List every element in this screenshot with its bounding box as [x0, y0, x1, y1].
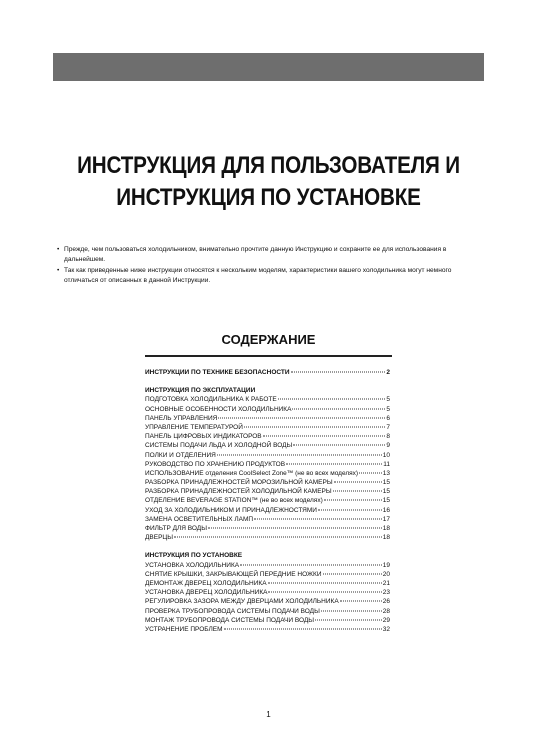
toc-entry-page: 23	[382, 589, 390, 597]
intro-notes	[57, 245, 477, 287]
toc-entry-page: 18	[382, 525, 390, 532]
toc-entry-title: УСТАНОВКА ХОЛОДИЛЬНИКА	[145, 561, 240, 569]
note-item	[57, 245, 477, 264]
toc-entry-title: УПРАВЛЕНИЕ ТЕМПЕРАТУРОЙ	[145, 423, 243, 431]
title-line-2: ИНСТРУКЦИЯ ПО УСТАНОВКЕ	[116, 184, 421, 211]
toc-entry-title: ПАНЕЛЬ УПРАВЛЕНИЯ	[145, 414, 218, 422]
toc-entry-page: 8	[386, 433, 390, 441]
toc-entry[interactable]	[145, 405, 390, 414]
toc-entry[interactable]	[145, 395, 390, 404]
toc-entry-title: ОСНОВНЫЕ ОСОБЕННОСТИ ХОЛОДИЛЬНИКА	[145, 405, 292, 413]
note-text: Так как приведенные ниже инструкции относятся к нескольким моделям, характеристики вашего холодильника могут немного отличаться от описанных в данной Инструкции.	[64, 267, 452, 284]
toc-entry[interactable]	[145, 607, 390, 616]
note-item	[57, 266, 477, 285]
toc-entry-title: ОТДЕЛЕНИЕ BEVERAGE STATION™ (не во всех моделях)	[145, 497, 323, 505]
toc-entry[interactable]	[145, 432, 390, 441]
toc-entry[interactable]	[145, 423, 390, 432]
toc-entry-page: 29	[382, 616, 390, 624]
toc-leader-dots	[334, 482, 382, 483]
toc-entry-page: 26	[382, 598, 390, 606]
toc-leader-dots	[268, 592, 381, 593]
toc-leader-dots	[278, 399, 386, 400]
toc-leader-dots	[340, 601, 382, 602]
toc-entry-page: 28	[382, 607, 390, 615]
toc-leader-dots	[244, 426, 385, 427]
toc-entry-page: 16	[382, 506, 390, 514]
toc-entry[interactable]	[145, 460, 390, 469]
toc-entry[interactable]	[145, 524, 390, 533]
toc-entry-title: ФИЛЬТР ДЛЯ ВОДЫ	[145, 525, 207, 532]
toc-entry-title: ДЕМОНТАЖ ДВЕРЕЦ ХОЛОДИЛЬНИКА	[145, 579, 267, 587]
note-text: Прежде, чем пользоваться холодильником, внимательно прочтите данную Инструкцию и сохраните ее для использования в дальнейшем.	[64, 246, 447, 263]
toc-entry[interactable]	[145, 579, 390, 588]
page-number: 1	[266, 710, 271, 719]
toc-entry[interactable]	[145, 478, 390, 487]
toc-section-installation: ИНСТРУКЦИЯ ПО УСТАНОВКЕ	[145, 552, 243, 560]
header-bar	[53, 53, 484, 81]
toc-operation-list	[145, 395, 390, 542]
toc-entry-title: РУКОВОДСТВО ПО ХРАНЕНИЮ ПРОДУКТОВ	[145, 460, 286, 468]
toc-entry-title: ИСПОЛЬЗОВАНИЕ отделения CoolSelect Zone™ (не во всех моделях)	[145, 469, 359, 477]
toc-leader-dots	[293, 445, 385, 446]
toc-entry-page: 21	[382, 579, 390, 587]
toc-entry-title: РЕГУЛИРОВКА ЗАЗОРА МЕЖДУ ДВЕРЦАМИ ХОЛОДИЛЬНИКА	[145, 598, 339, 606]
toc-leader-dots	[240, 564, 382, 565]
toc-leader-dots	[318, 509, 382, 510]
toc-entry-page: 7	[386, 423, 390, 431]
toc-entry-title: СНЯТИЕ КРЫШКИ, ЗАКРЫВАЮЩЕЙ ПЕРЕДНИЕ НОЖКИ	[145, 570, 322, 578]
toc-entry[interactable]	[145, 487, 390, 496]
toc-leader-dots	[323, 573, 382, 574]
toc-entry-page: 17	[382, 515, 390, 523]
toc-entry[interactable]	[145, 469, 390, 478]
toc-leader-dots	[268, 582, 382, 583]
bullet-icon: •	[57, 246, 60, 253]
toc-entry-safety[interactable]	[145, 368, 390, 377]
bullet-icon: •	[57, 267, 60, 274]
toc-entry-page: 11	[383, 460, 390, 468]
toc-leader-dots	[208, 528, 382, 529]
toc-leader-dots	[333, 491, 382, 492]
toc-entry[interactable]	[145, 616, 390, 625]
toc-entry[interactable]	[145, 533, 390, 542]
toc-entry-page: 18	[382, 534, 390, 542]
toc-entry-page: 13	[382, 469, 390, 477]
title-line-1: ИНСТРУКЦИЯ ДЛЯ ПОЛЬЗОВАТЕЛЯ И	[77, 152, 460, 179]
toc-entry[interactable]	[145, 570, 390, 579]
toc-entry-title: ИНСТРУКЦИИ ПО ТЕХНИКЕ БЕЗОПАСНОСТИ	[145, 369, 290, 376]
toc-entry[interactable]	[145, 597, 390, 606]
toc-entry-page: 5	[386, 405, 390, 413]
toc-entry-title: УХОД ЗА ХОЛОДИЛЬНИКОМ И ПРИНАДЛЕЖНОСТЯМИ	[145, 506, 317, 514]
toc-leader-dots	[315, 619, 382, 620]
toc-installation-list	[145, 561, 390, 635]
toc-entry-page: 15	[382, 497, 390, 505]
toc-entry[interactable]	[145, 414, 390, 423]
table-of-contents	[145, 368, 390, 634]
toc-entry[interactable]	[145, 515, 390, 524]
toc-divider	[145, 355, 392, 357]
toc-leader-dots	[218, 417, 385, 418]
toc-entry[interactable]	[145, 496, 390, 505]
toc-leader-dots	[263, 436, 386, 437]
toc-entry-page: 9	[386, 442, 390, 450]
toc-entry-page: 5	[386, 396, 390, 404]
toc-entry[interactable]	[145, 506, 390, 515]
toc-entry-page: 19	[382, 561, 390, 569]
toc-section-operation: ИНСТРУКЦИЯ ПО ЭКСПЛУАТАЦИИ	[145, 387, 256, 395]
toc-entry-page: 15	[382, 488, 390, 496]
toc-leader-dots	[292, 408, 385, 409]
toc-entry-title: ПОЛКИ И ОТДЕЛЕНИЯ	[145, 451, 216, 459]
toc-entry-title: ПРОВЕРКА ТРУБОПРОВОДА СИСТЕМЫ ПОДАЧИ ВОДЫ	[145, 607, 320, 615]
toc-entry-title: УСТАНОВКА ДВЕРЕЦ ХОЛОДИЛЬНИКА	[145, 589, 268, 597]
toc-leader-dots	[286, 463, 382, 464]
toc-entry-page: 6	[386, 414, 390, 422]
toc-entry-title: РАЗБОРКА ПРИНАДЛЕЖНОСТЕЙ МОРОЗИЛЬНОЙ КАМЕРЫ	[145, 479, 333, 487]
toc-entry-page: 2	[386, 369, 390, 376]
document-title	[63, 150, 473, 214]
toc-entry-title: УСТРАНЕНИЕ ПРОБЛЕМ	[145, 625, 223, 633]
toc-entry-page: 10	[382, 451, 390, 459]
toc-entry-page: 15	[382, 479, 390, 487]
toc-leader-dots	[359, 472, 382, 473]
toc-entry-page: 32	[382, 625, 390, 633]
toc-entry-title: СИСТЕМЫ ПОДАЧИ ЛЬДА И ХОЛОДНОЙ ВОДЫ	[145, 442, 293, 450]
toc-entry-title: ПАНЕЛЬ ЦИФРОВЫХ ИНДИКАТОРОВ	[145, 433, 262, 441]
toc-leader-dots	[324, 500, 382, 501]
toc-entry-title: ПОДГОТОВКА ХОЛОДИЛЬНИКА К РАБОТЕ	[145, 396, 277, 404]
toc-entry-title: ДВЕРЦЫ	[145, 534, 173, 542]
toc-entry-title: ЗАМЕНА ОСВЕТИТЕЛЬНЫХ ЛАМП	[145, 515, 254, 523]
toc-leader-dots	[174, 537, 382, 538]
toc-leader-dots	[217, 454, 382, 455]
toc-leader-dots	[291, 372, 386, 373]
toc-entry-title: РАЗБОРКА ПРИНАДЛЕЖНОСТЕЙ ХОЛОДИЛЬНОЙ КАМЕРЫ	[145, 488, 332, 496]
toc-entry[interactable]	[145, 561, 390, 570]
toc-entry[interactable]	[145, 625, 390, 634]
toc-entry-page: 20	[382, 570, 390, 578]
toc-leader-dots	[254, 518, 382, 519]
toc-entry[interactable]	[145, 451, 390, 460]
toc-entry-title: МОНТАЖ ТРУБОПРОВОДА СИСТЕМЫ ПОДАЧИ ВОДЫ	[145, 616, 315, 624]
toc-entry[interactable]	[145, 588, 390, 597]
toc-leader-dots	[321, 610, 382, 611]
toc-heading: СОДЕРЖАНИЕ	[221, 332, 316, 347]
toc-leader-dots	[224, 628, 382, 629]
toc-entry[interactable]	[145, 441, 390, 450]
